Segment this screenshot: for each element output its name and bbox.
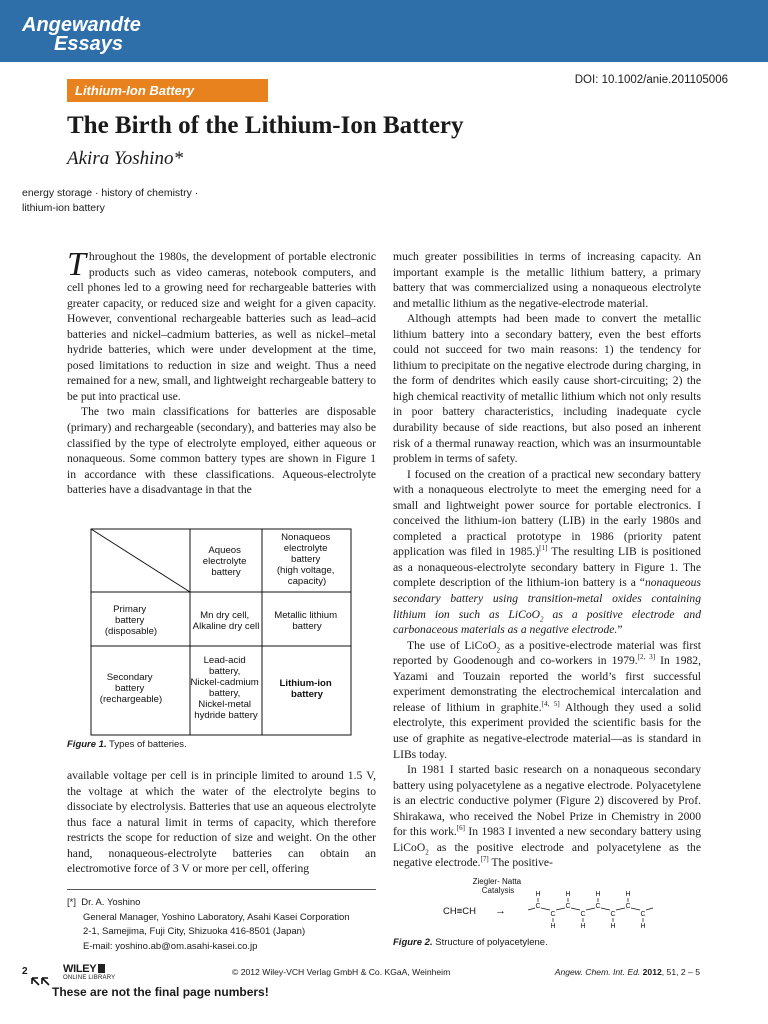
drop-cap: T xyxy=(67,246,86,283)
row-secondary-l3: (rechargeable) xyxy=(99,694,163,705)
cell-secondary-nonaqueous-l2: battery xyxy=(291,689,323,700)
cc-bond xyxy=(616,908,625,910)
header-aqueous-l1: Aqueos xyxy=(208,545,241,556)
invention-text-3: ” xyxy=(617,623,623,637)
ref-6[interactable]: [6] xyxy=(456,824,465,833)
carbon-atom: C xyxy=(610,911,616,918)
hydrogen-atom: H xyxy=(640,923,646,930)
page-number: 2 xyxy=(22,966,28,977)
polyacetylene-text-3: as the positive electrode and polyacetylene as the negative electrode. xyxy=(393,840,701,870)
hydrogen-atom: H xyxy=(595,891,601,898)
licoo2-text-2: as a positive-electrode material was first reported by Goodenough and co-workers in 1979. xyxy=(393,638,701,668)
figure-1-battery-types-table xyxy=(67,528,377,736)
polyacetylene-text-2: In 1983 I invented a new secondary battery using LiCoO xyxy=(393,825,701,854)
polyacetylene-text-1: In 1981 I started basic research on a nonaqueous secondary battery using polyacetylene as a negative electrode. Polyacetylene is an electric conductive polymer (Figure 2) discovered by Prof. Shirakawa, who received the Nobel Prize in Chemistry in 2000 for this work. xyxy=(393,763,701,839)
invention-text-1: I focused on the creation of a practical new secondary battery with a nonaqueous electrolyte to meet the emerging need for a small and lightweight power source for portable electronics. I conceived the lithium-ion battery (LIB) in the early 1980s and completed a practical prototype in 1986 (priority patent application was filed in 1985.) xyxy=(393,467,701,559)
figure-2-caption-text: Structure of polyacetylene. xyxy=(432,937,548,948)
cell-secondary-aqueous-l2: battery, xyxy=(209,666,241,677)
row-primary-l1: Primary xyxy=(113,604,147,615)
ref-7[interactable]: [7] xyxy=(480,855,489,864)
chain-end-bond xyxy=(528,908,535,910)
keywords-line1: energy storage · history of chemistry · xyxy=(22,187,199,199)
hydrogen-atom: H xyxy=(565,891,571,898)
cc-bond xyxy=(571,908,580,910)
header-nonaqueous-l1: Nonaqueos xyxy=(281,532,331,543)
table-diagonal-line xyxy=(91,529,190,592)
header-nonaqueous-l5: capacity) xyxy=(287,576,327,587)
wiley-logo[interactable] xyxy=(63,963,115,981)
cell-primary-nonaqueous-l2: battery xyxy=(292,621,322,632)
licoo2-subscript: 2 xyxy=(496,645,501,654)
header-aqueous-l3: battery xyxy=(211,567,241,578)
paragraph-attempts: Although attempts had been made to convert the metallic lithium battery into a secondary battery, even the best efforts could not succeed for two main reasons: 1) the tendency for lithium to precipitate on the negative electrode during charging, in the form of dendrites which easily cause short-circuiting; 2) the high chemical reactivity of metallic lithium which not only results in poor battery characteristics, including inadequate cycle durability because of side reactions, but also posed an inherent risk of a thermal runaway reaction, which was an insurmountable problem in terms of safety. xyxy=(393,312,701,466)
cell-secondary-aqueous-l6: hydride battery xyxy=(194,710,258,721)
catalyst-label xyxy=(473,877,524,895)
footnote-email[interactable]: E-mail: yoshino.ab@om.asahi-kasei.co.jp xyxy=(83,940,258,952)
cell-secondary-aqueous-l3: Nickel-cadmium xyxy=(190,677,259,688)
cell-secondary-aqueous xyxy=(191,655,262,721)
left-column-top xyxy=(67,246,376,498)
header-nonaqueous-l4: (high voltage, xyxy=(276,565,335,576)
wiley-online-library: ONLINE LIBRARY xyxy=(63,975,116,981)
footnote-divider xyxy=(67,889,376,890)
lib-definition-text-1: nonaqueous secondary battery using transition-metal oxides containing lithium ion such as LiCoO xyxy=(393,576,701,621)
journal-year: 2012 xyxy=(642,967,662,977)
hydrogen-atom: H xyxy=(625,891,631,898)
cell-secondary-aqueous-l4: battery, xyxy=(209,688,241,699)
figure-1-caption-text: Types of batteries. xyxy=(106,739,187,750)
paragraph-capacity: much greater possibilities in terms of increasing capacity. An important example is the metallic lithium battery, a primary battery that was commercialized using a nonaqueous electrolyte and metallic lithium as the negative-electrode material. xyxy=(393,250,701,310)
row-primary xyxy=(105,604,157,637)
reaction-arrow: → xyxy=(495,905,506,917)
cc-bond xyxy=(556,908,565,910)
header-aqueous xyxy=(203,545,249,578)
category-label: Lithium-Ion Battery xyxy=(67,79,268,102)
cell-primary-nonaqueous-l1: Metallic lithium xyxy=(274,610,338,621)
figure-2-label: Figure 2. xyxy=(393,937,433,948)
left-column-bottom xyxy=(67,768,376,877)
doi-link[interactable]: DOI: 10.1002/anie.201105006 xyxy=(574,74,728,86)
carbon-atom: C xyxy=(595,903,601,910)
brand-line1: Angewandte xyxy=(22,14,141,36)
cc-bond xyxy=(586,908,595,910)
carbon-atom: C xyxy=(625,903,631,910)
hydrogen-atom: H xyxy=(550,923,556,930)
paragraph-voltage: available voltage per cell is in principle limited to around 1.5 V, the voltage at which the water of the electrolyte begins to dissociate by electrolysis. Batteries that use an aqueous electrolyte thus face a natural limit in terms of capacity, which therefore restricts the scope for reduction of size and weight. On the other hand, nonaqueous-electrolyte batteries can obtain an electromotive force of 3 V or more per cell, offering xyxy=(67,769,376,876)
wiley-wordmark-text: WILEY xyxy=(63,963,97,975)
paragraph-licoo2 xyxy=(393,638,701,762)
licoo2-text-4: Although they used a solid electrolyte, this experiment provided the scientific basis for the use of graphite as negative-electrode material—as is standard in LIBs today. xyxy=(393,700,701,761)
hydrogen-atom: H xyxy=(610,923,616,930)
lib-definition-text-2: as a positive electrode and carbonaceous materials as a negative electrode. xyxy=(393,607,701,637)
figure-2-caption xyxy=(393,937,548,948)
footnote-name-line xyxy=(67,896,377,911)
ref-2-3[interactable]: [2, 3] xyxy=(637,653,656,662)
row-secondary-l1: Secondary xyxy=(106,672,153,683)
journal-name: Angew. Chem. Int. Ed. xyxy=(554,967,641,977)
licoo2-text-1: The use of LiCoO xyxy=(407,638,497,652)
paragraph-polyacetylene xyxy=(393,762,701,871)
cell-secondary-nonaqueous-l1: Lithium-ion xyxy=(279,678,332,689)
invention-text-2: The resulting LIB is positioned as a nonaqueous-electrolyte secondary battery in Figure 1. The complete description of the lithium-ion battery is a “ xyxy=(393,545,701,590)
carbon-atom: C xyxy=(580,911,586,918)
final-page-notice: These are not the final page numbers! xyxy=(52,985,269,999)
cell-primary-aqueous-l2: Alkaline dry cell xyxy=(192,621,260,632)
hydrogen-atom: H xyxy=(580,923,586,930)
catalyst-label-l2: Catalysis xyxy=(481,886,515,895)
journal-volume-pages: , 51, 2 – 5 xyxy=(661,967,700,977)
wiley-wordmark xyxy=(63,963,115,975)
keywords xyxy=(22,186,222,216)
back-arrows-icon xyxy=(30,976,52,990)
cell-secondary-aqueous-l1: Lead-acid xyxy=(203,655,246,666)
right-column xyxy=(393,249,701,871)
figure-1-caption xyxy=(67,739,187,750)
brand-line2: Essays xyxy=(54,33,123,55)
article-title: The Birth of the Lithium-Ion Battery xyxy=(67,112,464,139)
hydrogen-atom: H xyxy=(535,891,541,898)
licoo2-text-3: In 1982, Yazami and Touzain reported the world’s first successful experiment demonstrating the electrochemical intercalation and release of lithium in graphite. xyxy=(393,654,701,714)
wiley-book-icon xyxy=(98,964,105,973)
paragraph-text: hroughout the 1980s, the development of portable electronic products such as video cameras, notebook computers, and cell phones led to a growing need for rechargeable batteries with greater capacity, or reduced size and weight for a given capacity. However, conventional rechargeable batteries such as lead–acid batteries and nickel–cadmium batteries, as well as nickel–metal hydride batteries, which were under development at the time, posed limitations to reduction in size and weight. Thus a need remained for a new, small, and lightweight rechargeable battery to be put into practical use. xyxy=(67,250,376,403)
chain-end-bond xyxy=(646,908,653,910)
footnote-name: Dr. A. Yoshino xyxy=(81,897,141,908)
paragraph-invention xyxy=(393,467,701,638)
header-nonaqueous xyxy=(277,532,337,587)
footnote-affiliation: General Manager, Yoshino Laboratory, Asahi Kasei Corporation xyxy=(83,911,350,923)
row-primary-l3: (disposable) xyxy=(104,626,158,637)
row-primary-l2: battery xyxy=(114,615,145,626)
paragraph-classification: The two main classifications for batteries are disposable (primary) and rechargeable (secondary), and batteries may also be classified by the type of electrolyte employed, either aqueous or nonaqueous. Some common battery types are shown in Figure 1 in accordance with these classifications. Aqueous-electrolyte batteries have a disadvantage in that the xyxy=(67,405,376,497)
cell-secondary-nonaqueous xyxy=(280,678,335,700)
header-nonaqueous-l3: battery xyxy=(290,554,321,565)
row-secondary-l2: battery xyxy=(114,683,145,694)
cell-primary-aqueous xyxy=(193,610,260,632)
cc-bond xyxy=(541,908,550,910)
cc-bond xyxy=(601,908,610,910)
carbon-atom: C xyxy=(565,903,571,910)
catalyst-label-l1: Ziegler- Natta xyxy=(472,877,522,886)
carbon-atom: C xyxy=(640,911,646,918)
article-author: Akira Yoshino* xyxy=(67,148,183,169)
journal-citation xyxy=(555,967,700,977)
footnote-marker: [*] xyxy=(67,897,76,908)
lib-definition-subscript: 2 xyxy=(540,614,544,623)
monomer-formula: CH≡CH xyxy=(443,906,476,917)
polyacetylene-text-4: The positive- xyxy=(488,856,553,870)
ref-4-5[interactable]: [4, 5] xyxy=(541,700,560,708)
header-nonaqueous-l2: electrolyte xyxy=(283,543,328,554)
cell-primary-aqueous-l1: Mn dry cell, xyxy=(200,610,250,621)
keywords-line2: lithium-ion battery xyxy=(22,202,105,214)
footnote-address: 2-1, Samejima, Fuji City, Shizuoka 416-8501 (Japan) xyxy=(83,926,306,937)
carbon-atom: C xyxy=(535,903,541,910)
cell-secondary-aqueous-l5: Nickel-metal xyxy=(198,699,252,710)
cc-bond xyxy=(631,908,640,910)
author-footnote xyxy=(67,896,377,954)
row-secondary xyxy=(100,672,162,705)
paragraph-intro xyxy=(67,246,376,404)
cell-primary-nonaqueous xyxy=(274,610,340,632)
journal-brand xyxy=(22,16,141,54)
figure-1-label: Figure 1. xyxy=(67,739,107,750)
polyacetylene-subscript: 2 xyxy=(425,848,429,857)
ref-1[interactable]: [1] xyxy=(539,544,548,553)
copyright-notice: © 2012 Wiley-VCH Verlag GmbH & Co. KGaA, Weinheim xyxy=(232,967,451,977)
carbon-atom: C xyxy=(550,911,556,918)
polymer-chain xyxy=(528,891,653,930)
header-aqueous-l2: electrolyte xyxy=(202,556,247,567)
figure-2-polyacetylene-structure xyxy=(440,876,660,932)
